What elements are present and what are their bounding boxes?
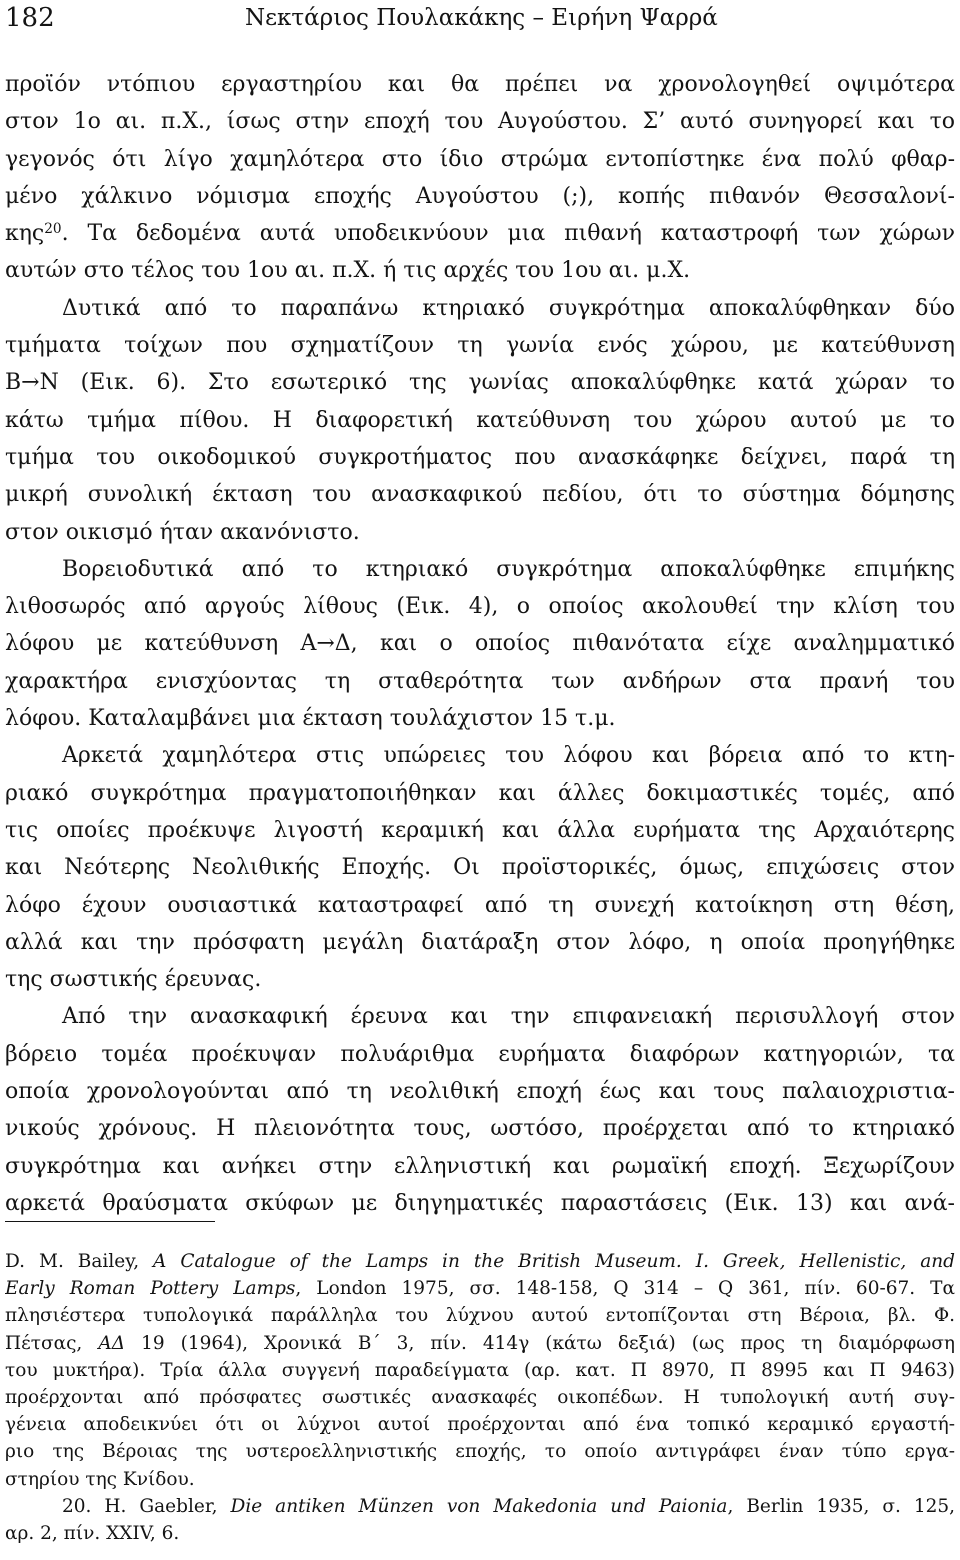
text-line: κάτω τμήμα πίθου. Η διαφορετική κατεύθυνση του χώρου αυτού με το: [5, 407, 955, 433]
running-title-authors: Νεκτάριος Πουλακάκης – Ειρήνη Ψαρρά: [245, 5, 718, 31]
text-segment: κης: [5, 221, 45, 247]
text-line: συγκρότημα και ανήκει στην ελληνιστική και ρωμαϊκή εποχή. Ξεχωρίζουν: [5, 1153, 955, 1179]
footnote-reference-20: 20: [44, 220, 62, 237]
text-line: λόφου με κατεύθυνση Α→Δ, και ο οποίος πιθανότατα είχε αναλημματικό: [5, 631, 955, 657]
paragraph-2: [5, 290, 955, 551]
text-line: ριακό συγκρότημα πραγματοποιήθηκαν και άλλες δοκιμαστικές τομές, από: [5, 780, 955, 806]
text-line: τις οποίες προέκυψε λιγοστή κεραμική και άλλα ευρήματα της Αρχαιότερης: [5, 817, 955, 843]
paragraph-3: [5, 551, 955, 737]
text-line: τμήματα τοίχων που σχηματίζουν τη γωνία ενός χώρου, με κατεύθυνση: [5, 333, 955, 359]
footnote-line: [5, 1330, 955, 1357]
text-segment: 19 (1964), Χρονικά Β΄ 3, πίν. 414γ (κάτω δεξιά) (ως προς τη διαμόρφωση: [125, 1332, 955, 1354]
text-segment: . Τα δεδομένα αυτά υποδεικνύουν μια πιθανή καταστροφή των χώρων: [61, 221, 955, 247]
cited-journal: ΑΔ: [98, 1332, 126, 1354]
footnotes: [5, 1248, 955, 1547]
text-line: μένο χάλκινο νόμισμα εποχής Αυγούστου (;), κοπής πιθανόν Θεσσαλονί-: [5, 183, 955, 209]
text-line: Β→Ν (Εικ. 6). Στο εσωτερικό της γωνίας αποκαλύφθηκε κατά χώραν το: [5, 370, 955, 396]
text-segment: Πέτσας,: [5, 1332, 99, 1354]
footnote-line: πλησιέστερα τυπολογικά παράλληλα του λύχνου αυτού εντοπίζονται στη Βέροια, βλ. Φ.: [5, 1305, 955, 1327]
text-line: και Νεότερης Νεολιθικής Εποχής. Οι προϊστορικές, όμως, επιχώσεις στον: [5, 855, 955, 881]
text-segment: , London 1975, σσ. 148-158, Q 314 – Q 361, πίν. 60-67. Τα: [295, 1278, 955, 1300]
text-line: μικρή συνολική έκταση του ανασκαφικού πεδίου, ότι το σύστημα δόμησης: [5, 482, 955, 508]
text-line: προϊόν ντόπιου εργαστηρίου και θα πρέπει να χρονολογηθεί οψιμότερα: [5, 72, 955, 97]
footnote-20: [5, 1493, 955, 1547]
footnote-separator-rule: [5, 1221, 215, 1222]
text-line: νικούς χρόνους. Η πλειονότητα τους, ωστόσο, προέρχεται από το κτηριακό: [5, 1116, 955, 1142]
text-segment: , Berlin 1935, σ. 125,: [727, 1495, 955, 1517]
cited-title: Die antiken Münzen von Makedonia und Paionia: [230, 1495, 728, 1517]
text-line: χαρακτήρα ενισχύοντας τη σταθερότητα των ανδήρων στα πρανή του: [5, 668, 955, 694]
text-line: της σωστικής έρευνας.: [5, 967, 262, 993]
text-line: Από την ανασκαφική έρευνα και την επιφανειακή περισυλλογή στον: [62, 1004, 955, 1030]
text-segment: 20. H. Gaebler,: [62, 1495, 231, 1517]
text-line: λόφου. Καταλαμβάνει μια έκταση τουλάχιστον 15 τ.μ.: [5, 706, 616, 732]
footnote-line: ριο της Βέροιας της υστεροελληνιστικής εποχής, το οποίο αντιγράφει έναν τύπο εργα-: [5, 1441, 955, 1463]
text-line: τμήμα του οικοδομικού συγκροτήματος που ανασκάφηκε δείχνει, παρά τη: [5, 444, 955, 470]
paragraph-5: [5, 998, 955, 1222]
page-number: 182: [5, 3, 55, 33]
footnote-19-continued: [5, 1248, 955, 1493]
text-line: αυτών στο τέλος του 1ου αι. π.Χ. ή τις αρχές του 1ου αι. μ.Χ.: [5, 258, 691, 284]
text-line: γεγονός ότι λίγο χαμηλότερα στο ίδιο στρώμα εντοπίστηκε ένα πολύ φθαρ-: [5, 146, 955, 172]
text-line: οποία χρονολογούνται από τη νεολιθική εποχή έως και τους παλαιοχριστια-: [5, 1079, 955, 1105]
footnote-line: [5, 1493, 955, 1520]
footnote-line: στηρίου της Κνίδου.: [5, 1468, 195, 1490]
text-line: αλλά και την πρόσφατη μεγάλη διατάραξη στον λόφο, η οποία προηγήθηκε: [5, 929, 955, 955]
text-line: βόρειο τομέα προέκυψαν πολυάριθμα ευρήματα διαφόρων κατηγοριών, τα: [5, 1041, 955, 1067]
text-line: [5, 215, 955, 252]
text-line: λιθοσωρός από αργούς λίθους (Εικ. 4), ο οποίος ακολουθεί την κλίση του: [5, 594, 955, 620]
paragraph-4: [5, 737, 955, 998]
footnote-line: γένεια αποδεικνύει ότι οι λύχνοι αυτοί προέρχονται από ένα τοπικό κεραμικό εργαστή-: [5, 1414, 955, 1436]
text-line: Βορειοδυτικά από το κτηριακό συγκρότημα αποκαλύφθηκε επιμήκης: [62, 556, 955, 582]
footnote-line: [5, 1248, 955, 1275]
text-line: λόφο έχουν ουσιαστικά καταστραφεί από τη συνεχή κατοίκηση στη θέση,: [5, 892, 955, 918]
footnote-line: αρ. 2, πίν. XXIV, 6.: [5, 1523, 180, 1545]
main-text: [5, 66, 955, 1222]
text-line: Αρκετά χαμηλότερα στις υπώρειες του λόφου και βόρεια από το κτη-: [62, 743, 955, 769]
paragraph-1: [5, 66, 955, 290]
footnote-line: [5, 1275, 955, 1302]
text-line: στον 1ο αι. π.Χ., ίσως στην εποχή του Αυγούστου. Σ’ αυτό συνηγορεί και το: [5, 109, 955, 135]
text-line: αρκετά θραύσματα σκύφων με διηγηματικές παραστάσεις (Εικ. 13) και ανά-: [5, 1190, 955, 1216]
cited-title: Early Roman Pottery Lamps: [5, 1278, 296, 1300]
text-segment: D. M. Bailey,: [5, 1251, 154, 1272]
text-line: στον οικισμό ήταν ακανόνιστο.: [5, 519, 360, 545]
footnote-line: προέρχονται από πρόσφατες σωστικές ανασκαφές οικοπέδων. Η τυπολογική αυτή συγ-: [5, 1387, 955, 1409]
text-line: Δυτικά από το παραπάνω κτηριακό συγκρότημα αποκαλύφθηκαν δύο: [62, 295, 955, 321]
cited-title: A Catalogue of the Lamps in the British Museum. I. Greek, Hellenistic, and: [153, 1251, 955, 1272]
footnote-line: του μυκτήρα). Τρία άλλα συγγενή παραδείγματα (αρ. κατ. Π 8970, Π 8995 και Π 9463): [5, 1359, 955, 1381]
